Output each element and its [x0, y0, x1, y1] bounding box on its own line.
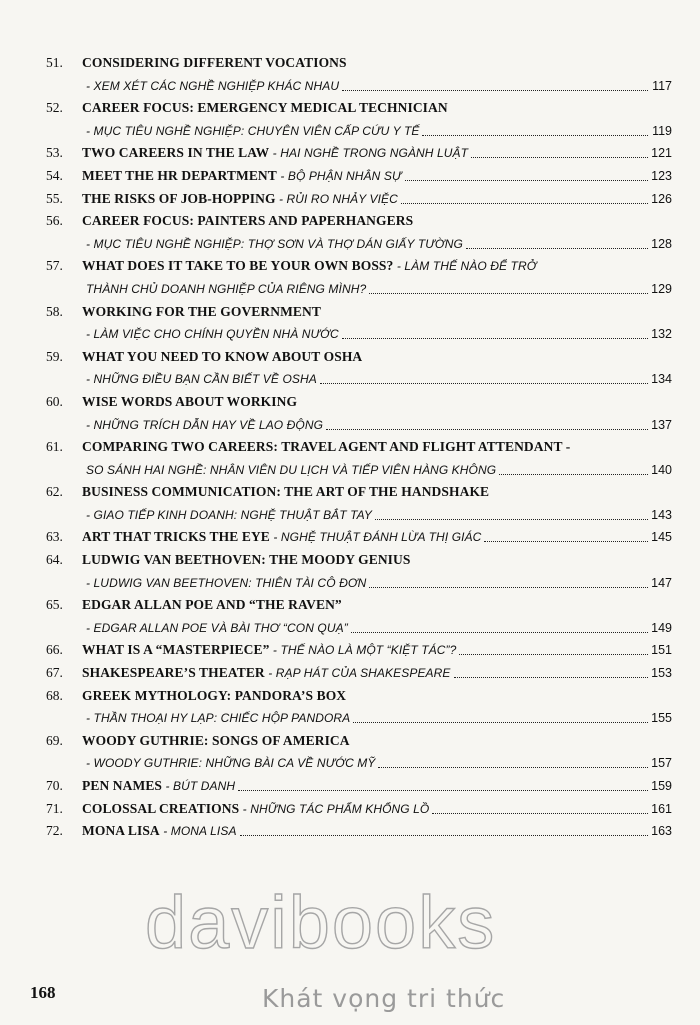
toc-title-en: CAREER FOCUS: PAINTERS AND PAPERHANGERS [82, 213, 414, 229]
dot-leader [369, 587, 648, 588]
toc-line [0, 798, 700, 821]
toc-number: 66. [46, 642, 63, 658]
toc-text [82, 549, 672, 572]
toc-number: 60. [46, 393, 63, 409]
toc-line [0, 707, 700, 730]
toc-title-vi: - BỘ PHẬN NHÂN SỰ [276, 168, 402, 183]
toc-text [86, 75, 672, 98]
toc-number: 57. [46, 258, 63, 274]
toc-page-number: 137 [651, 417, 672, 432]
toc-line [0, 572, 700, 595]
dot-leader [454, 677, 648, 678]
toc-text [82, 52, 672, 75]
toc-entry[interactable] [0, 730, 700, 775]
toc-line [0, 97, 700, 120]
toc-title-en: CAREER FOCUS: EMERGENCY MEDICAL TECHNICIAN [82, 100, 448, 116]
toc-number: 55. [46, 190, 63, 206]
page-number: 168 [30, 983, 56, 1002]
toc-line [0, 481, 700, 504]
toc-number: 69. [46, 732, 63, 748]
toc-line [0, 323, 700, 346]
toc-number: 67. [46, 665, 63, 681]
toc-line [0, 255, 700, 278]
toc-title-en: SHAKESPEARE’S THEATER [82, 665, 265, 681]
dot-leader [326, 429, 648, 430]
toc-title-en: BUSINESS COMMUNICATION: THE ART OF THE HANDSHAKE [82, 484, 490, 500]
toc-line [0, 391, 700, 414]
toc-title-vi: - BÚT DANH [162, 779, 236, 793]
toc-entry[interactable] [0, 391, 700, 436]
toc-title-en: PEN NAMES [82, 778, 163, 793]
toc-text [86, 707, 672, 730]
toc-title-vi: SO SÁNH HAI NGHỀ: NHÂN VIÊN DU LỊCH VÀ TIẾP VIÊN HÀNG KHÔNG [86, 462, 497, 477]
toc-number: 65. [46, 597, 63, 613]
toc-line [0, 142, 700, 165]
toc-text [82, 481, 672, 504]
toc-text [82, 301, 672, 324]
toc-text [82, 798, 672, 821]
toc-entry[interactable] [0, 165, 700, 188]
toc-line [0, 752, 700, 775]
toc-text [82, 820, 672, 843]
toc-page-number: 129 [651, 281, 672, 296]
dot-leader [432, 813, 648, 814]
dot-leader [342, 338, 648, 339]
toc-entry[interactable] [0, 97, 700, 142]
toc-entry[interactable] [0, 346, 700, 391]
toc-page-number: 161 [651, 801, 672, 816]
toc-title-vi: - MONA LISA [159, 824, 237, 839]
toc-number: 51. [46, 55, 63, 70]
toc-page-number: 157 [651, 756, 672, 771]
toc-text [86, 414, 672, 437]
toc-title-vi: - NHỮNG TÁC PHẨM KHỔNG LỒ [239, 801, 430, 816]
toc-line [0, 685, 700, 708]
toc-text [82, 391, 672, 414]
toc-line [0, 52, 700, 75]
toc-text [86, 504, 672, 527]
toc-title-en: COLOSSAL CREATIONS [82, 800, 240, 816]
toc-text [82, 142, 672, 165]
toc-title-vi: - EDGAR ALLAN POE VÀ BÀI THƠ “CON QUẠ” [86, 620, 348, 635]
toc-page-number: 147 [651, 575, 672, 590]
toc-title-vi: - LÀM VIỆC CHO CHÍNH QUYỀN NHÀ NƯỚC [86, 327, 339, 342]
toc-title-en: WHAT IS A “MASTERPIECE” [82, 642, 270, 658]
watermark-logo: davibooks [145, 881, 497, 964]
toc-page-number: 117 [652, 78, 672, 93]
dot-leader [353, 722, 648, 723]
toc-line [0, 662, 700, 685]
toc-title-vi: - NHỮNG ĐIỀU BẠN CẦN BIẾT VỀ OSHA [86, 372, 317, 387]
toc-text [82, 97, 672, 120]
toc-line [0, 75, 700, 98]
dot-leader [375, 519, 648, 520]
toc-title-vi: - NGHỆ THUẬT ĐÁNH LỪA THỊ GIÁC [269, 530, 482, 545]
toc-text [86, 120, 672, 143]
toc-text [82, 775, 672, 798]
toc-line [0, 188, 700, 211]
toc-page-number: 143 [651, 507, 672, 522]
toc-entry[interactable] [0, 594, 700, 639]
toc-number: 70. [46, 778, 63, 793]
dot-leader [369, 293, 648, 294]
toc-line [0, 368, 700, 391]
toc-title-en: WHAT YOU NEED TO KNOW ABOUT OSHA [82, 348, 363, 364]
toc-title-en: GREEK MYTHOLOGY: PANDORA’S BOX [82, 687, 347, 703]
toc-number: 53. [46, 145, 63, 161]
dot-leader [240, 835, 648, 836]
toc-line [0, 210, 700, 233]
toc-line [0, 233, 700, 256]
toc-title-vi: - RẠP HÁT CỦA SHAKESPEARE [264, 666, 451, 681]
toc-number: 54. [46, 167, 63, 183]
toc-entry[interactable] [0, 685, 700, 730]
dot-leader [405, 180, 648, 181]
toc-title-en: EDGAR ALLAN POE AND “THE RAVEN” [82, 597, 342, 613]
toc-page-number: 121 [651, 146, 672, 161]
toc-entry[interactable] [0, 798, 700, 821]
toc-page-number: 132 [651, 327, 672, 342]
toc-title-en: ART THAT TRICKS THE EYE [82, 529, 270, 545]
toc-page-number: 159 [651, 779, 672, 793]
dot-leader [499, 474, 648, 475]
toc-text [82, 255, 672, 278]
toc-number: 58. [46, 303, 63, 319]
toc-number: 56. [46, 213, 63, 229]
toc-number: 59. [46, 348, 63, 364]
toc-title-en: LUDWIG VAN BEETHOVEN: THE MOODY GENIUS [82, 552, 411, 568]
toc-text [86, 368, 672, 391]
toc-text [86, 278, 672, 301]
toc-text [86, 752, 672, 775]
toc-title-en: COMPARING TWO CAREERS: TRAVEL AGENT AND FLIGHT ATTENDANT - [82, 439, 571, 455]
toc-text [82, 594, 672, 617]
toc-text [82, 639, 672, 662]
toc-entry[interactable] [0, 188, 700, 211]
table-of-contents [0, 52, 700, 843]
toc-page-number: 140 [651, 462, 672, 477]
toc-entry[interactable] [0, 210, 700, 255]
toc-page-number: 128 [651, 236, 672, 251]
toc-page-number: 126 [651, 191, 672, 206]
toc-text [82, 730, 672, 753]
toc-number: 68. [46, 687, 63, 703]
toc-page-number: 153 [651, 666, 672, 681]
toc-text [82, 188, 672, 211]
toc-title-vi: - NHỮNG TRÍCH DẪN HAY VỀ LAO ĐỘNG [86, 417, 324, 432]
toc-page-number: 163 [651, 824, 672, 839]
dot-leader [484, 541, 648, 542]
toc-entry[interactable] [0, 52, 700, 97]
watermark-tagline: Khát vọng tri thức [262, 984, 506, 1013]
dot-leader [422, 135, 648, 136]
toc-line [0, 165, 700, 188]
toc-page-number: 155 [651, 711, 672, 726]
toc-text [82, 165, 672, 188]
toc-line [0, 278, 700, 301]
toc-entry[interactable] [0, 255, 700, 300]
toc-line [0, 436, 700, 459]
dot-leader [471, 157, 648, 158]
toc-entry[interactable] [0, 436, 700, 481]
toc-text [86, 233, 672, 256]
toc-line [0, 346, 700, 369]
toc-line [0, 526, 700, 549]
toc-page-number: 145 [651, 530, 672, 545]
toc-number: 72. [46, 823, 63, 839]
toc-page-number: 123 [651, 168, 672, 183]
toc-entry[interactable] [0, 820, 700, 843]
toc-line [0, 820, 700, 843]
toc-page-number: 149 [651, 620, 672, 635]
toc-entry[interactable] [0, 481, 700, 526]
toc-text [82, 685, 672, 708]
toc-title-en: WHAT DOES IT TAKE TO BE YOUR OWN BOSS? [82, 258, 394, 274]
toc-line [0, 549, 700, 572]
toc-number: 62. [46, 484, 63, 500]
toc-line [0, 504, 700, 527]
toc-line [0, 775, 700, 798]
toc-entry[interactable] [0, 526, 700, 549]
toc-text [82, 346, 672, 369]
toc-text [86, 617, 672, 640]
toc-title-vi: - XEM XÉT CÁC NGHỀ NGHIỆP KHÁC NHAU [86, 78, 340, 93]
toc-line [0, 120, 700, 143]
toc-entry[interactable] [0, 142, 700, 165]
toc-title-vi: - LÀM THẾ NÀO ĐỂ TRỞ [393, 259, 537, 274]
toc-line [0, 594, 700, 617]
toc-entry[interactable] [0, 662, 700, 685]
toc-text [86, 572, 672, 595]
toc-text [82, 526, 672, 549]
toc-line [0, 301, 700, 324]
toc-number: 71. [46, 800, 63, 816]
toc-title-en: MONA LISA [82, 823, 160, 839]
toc-number: 63. [46, 529, 63, 545]
toc-title-en: MEET THE HR DEPARTMENT [82, 167, 277, 183]
toc-title-en: WORKING FOR THE GOVERNMENT [82, 303, 321, 319]
dot-leader [342, 90, 648, 91]
toc-title-en: TWO CAREERS IN THE LAW [82, 145, 270, 161]
toc-title-vi: - THẦN THOẠI HY LẠP: CHIẾC HỘP PANDORA [86, 711, 351, 726]
toc-number: 52. [46, 100, 63, 116]
toc-title-vi: - GIAO TIẾP KINH DOANH: NGHỆ THUẬT BẮT TAY [86, 507, 373, 522]
toc-entry[interactable] [0, 549, 700, 594]
toc-page-number: 151 [651, 643, 672, 658]
dot-leader [378, 767, 648, 768]
toc-text [86, 323, 672, 346]
toc-title-en: CONSIDERING DIFFERENT VOCATIONS [82, 55, 347, 70]
toc-text [82, 436, 672, 459]
toc-title-vi: - MỤC TIÊU NGHỀ NGHIỆP: CHUYÊN VIÊN CẤP CỨU Y TẾ [86, 123, 420, 138]
toc-entry[interactable] [0, 301, 700, 346]
dot-leader [351, 632, 648, 633]
toc-text [82, 210, 672, 233]
toc-title-vi: - LUDWIG VAN BEETHOVEN: THIÊN TÀI CÔ ĐƠN [86, 575, 367, 590]
dot-leader [238, 790, 648, 791]
toc-line [0, 414, 700, 437]
toc-line [0, 617, 700, 640]
toc-title-vi: THÀNH CHỦ DOANH NGHIỆP CỦA RIÊNG MÌNH? [86, 281, 367, 296]
dot-leader [459, 654, 648, 655]
toc-page-number: 119 [652, 123, 672, 138]
toc-title-en: WISE WORDS ABOUT WORKING [82, 393, 298, 409]
toc-entry[interactable] [0, 639, 700, 662]
toc-line [0, 639, 700, 662]
toc-title-vi: - RỦI RO NHẢY VIỆC [275, 191, 398, 206]
toc-page-number: 134 [651, 372, 672, 387]
toc-title-en: THE RISKS OF JOB-HOPPING [82, 190, 276, 206]
toc-line [0, 730, 700, 753]
toc-text [86, 459, 672, 482]
toc-line [0, 459, 700, 482]
toc-text [82, 662, 672, 685]
toc-number: 64. [46, 552, 63, 568]
toc-title-en: WOODY GUTHRIE: SONGS OF AMERICA [82, 732, 350, 748]
dot-leader [466, 248, 648, 249]
dot-leader [320, 383, 648, 384]
dot-leader [401, 203, 648, 204]
toc-title-vi: - WOODY GUTHRIE: NHỮNG BÀI CA VỀ NƯỚC MỸ [86, 756, 376, 771]
toc-entry[interactable] [0, 775, 700, 798]
toc-number: 61. [46, 439, 63, 455]
toc-title-vi: - MỤC TIÊU NGHỀ NGHIỆP: THỢ SƠN VÀ THỢ DÁN GIẤY TƯỜNG [86, 236, 463, 251]
toc-title-vi: - HAI NGHỀ TRONG NGÀNH LUẬT [269, 146, 469, 161]
toc-title-vi: - THẾ NÀO LÀ MỘT “KIỆT TÁC”? [269, 643, 457, 658]
